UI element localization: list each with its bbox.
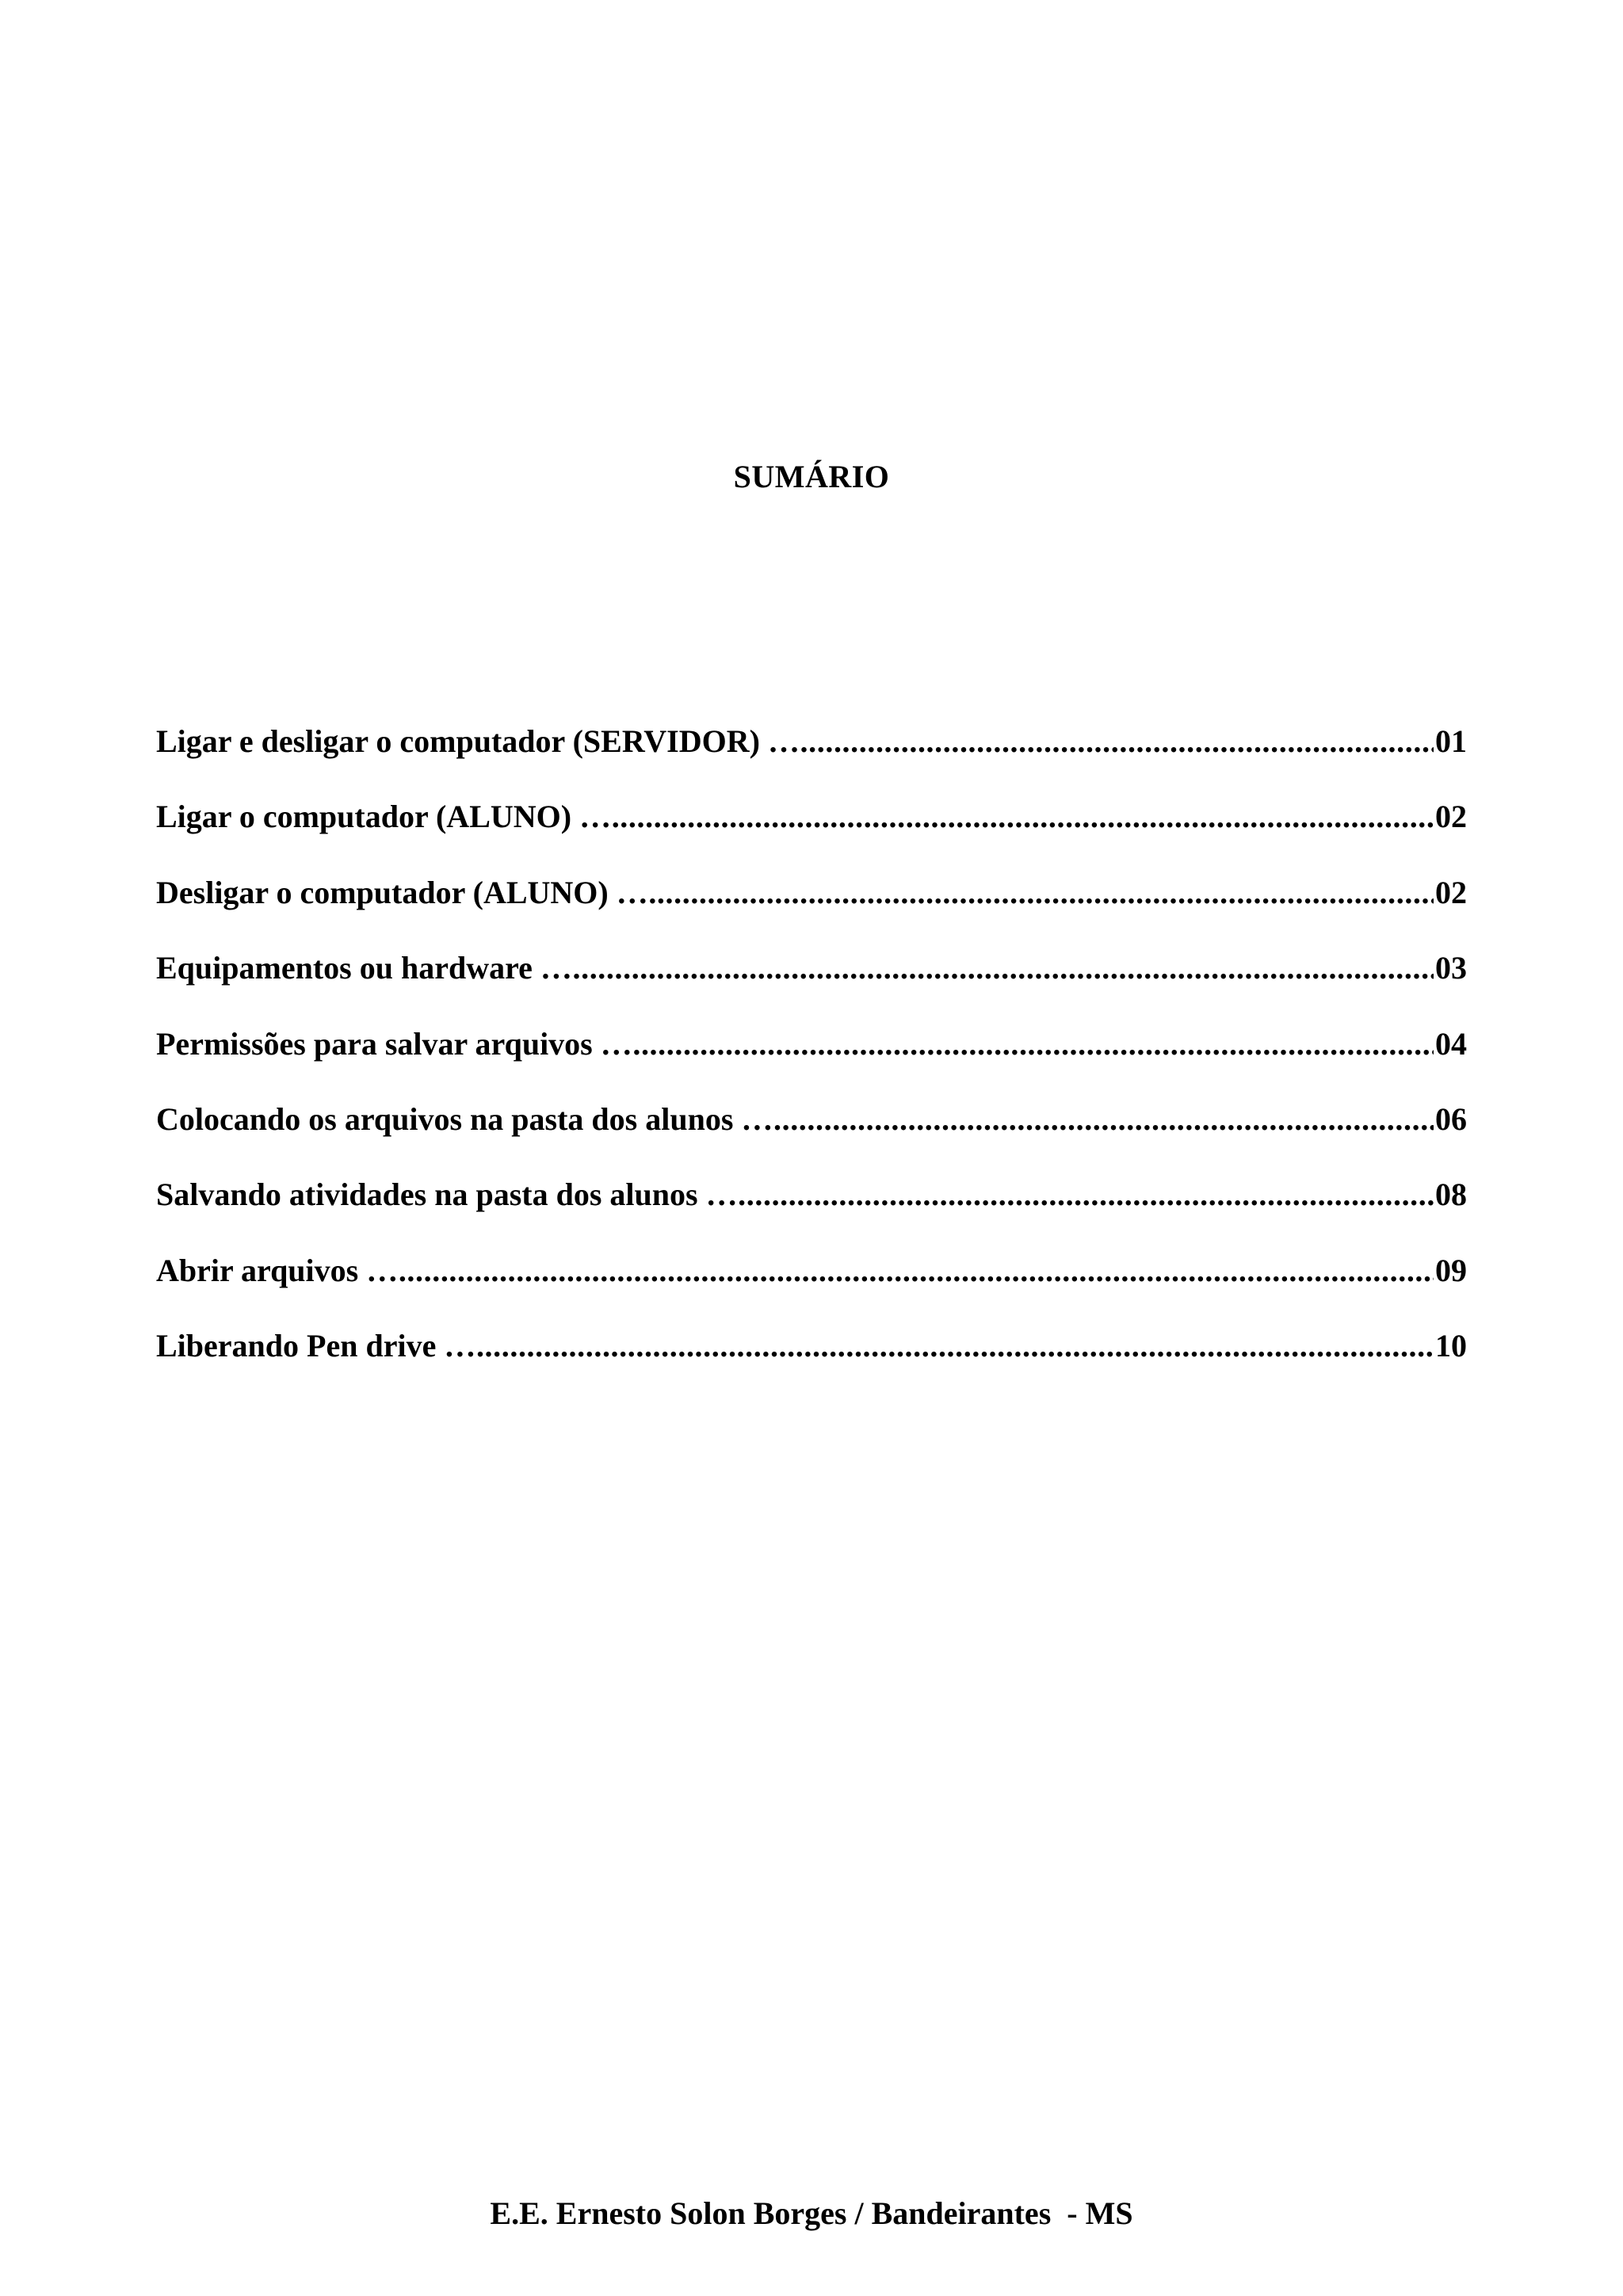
toc-entry [156,1327,1467,1402]
toc-entry-label: Abrir arquivos [156,1252,359,1288]
toc-entry [156,723,1467,798]
page-footer: E.E. Ernesto Solon Borges / Bandeirantes - MS [490,2195,1133,2231]
toc-dot-leader [358,1252,1434,1290]
table-of-contents [156,723,1467,1403]
toc-page-number: 10 [1435,1328,1467,1364]
toc-dot-leader [533,949,1434,987]
toc-page-number: 04 [1435,1025,1467,1062]
toc-dot-leader [436,1327,1434,1365]
toc-page-number: 01 [1435,723,1467,759]
toc-entry [156,1025,1467,1100]
toc-entry [156,1100,1467,1176]
toc-dot-leader [733,1100,1434,1138]
toc-entry [156,1252,1467,1327]
toc-entry [156,874,1467,949]
page-title: SUMÁRIO [733,459,890,494]
toc-page-number: 02 [1435,874,1467,910]
toc-page-number: 09 [1435,1252,1467,1288]
toc-dot-leader [593,1025,1434,1063]
toc-entry [156,949,1467,1024]
toc-dot-leader [760,723,1434,761]
toc-page-number: 08 [1435,1177,1467,1213]
toc-entry-label: Ligar e desligar o computador (SERVIDOR) [156,723,760,759]
toc-entry-label: Liberando Pen drive [156,1328,437,1364]
toc-entry-label: Salvando atividades na pasta dos alunos [156,1177,698,1213]
toc-page-number: 06 [1435,1100,1467,1137]
toc-entry-label: Equipamentos ou hardware [156,950,533,986]
toc-dot-leader [609,874,1434,912]
toc-page-number: 03 [1435,950,1467,986]
toc-entry-label: Ligar o computador (ALUNO) [156,799,572,835]
toc-entry-label: Colocando os arquivos na pasta dos alunos [156,1100,734,1137]
toc-entry [156,798,1467,873]
toc-entry-label: Permissões para salvar arquivos [156,1025,593,1062]
toc-entry-label: Desligar o computador (ALUNO) [156,874,609,910]
toc-page-number: 02 [1435,799,1467,835]
toc-dot-leader [698,1176,1434,1214]
toc-entry [156,1176,1467,1251]
toc-dot-leader [571,798,1434,836]
